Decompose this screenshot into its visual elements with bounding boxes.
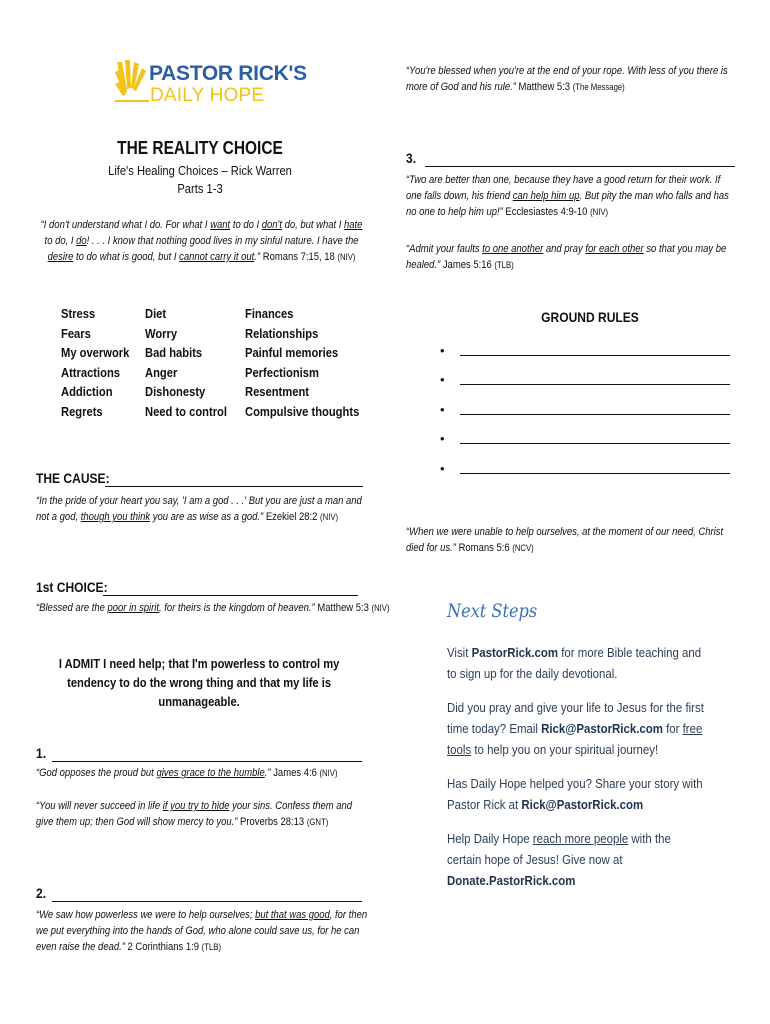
list-item: Regrets — [61, 403, 103, 419]
cause-heading: THE CAUSE: — [36, 470, 110, 486]
email-link[interactable]: Rick@PastorRick.com — [541, 721, 663, 736]
list-item: Attractions — [61, 364, 121, 380]
next-steps — [447, 642, 707, 904]
ground-rule-3 — [440, 402, 740, 422]
ground-rule-1 — [440, 343, 740, 363]
quote-ecclesiastes: “Two are better than one, because they have a good return for their work. If one falls down, his friend can help him up. But pity the man who falls and has no one to help him up!” Ecclesiastes 4:9-10 (NIV) — [406, 174, 729, 218]
list-item: Bad habits — [145, 345, 203, 360]
list-item: Finances — [245, 306, 294, 321]
point-3-blank — [425, 166, 735, 167]
website-link[interactable]: PastorRick.com — [471, 645, 559, 660]
email-link[interactable]: Rick@PastorRick.com — [521, 797, 644, 812]
quote-james-5-16: “Admit your faults to one another and pray for each other so that you may be healed.” James 5:16 (TLB) — [406, 243, 727, 271]
point-1-number: 1. — [36, 745, 47, 761]
cause-blank — [105, 486, 363, 487]
issues-col-2 — [145, 304, 227, 421]
list-item: Need to control — [145, 403, 227, 419]
quote-james-4-6: “God opposes the proud but gives grace to the humble.” James 4:6 (NIV) — [36, 767, 338, 779]
admit-statement: I ADMIT I need help; that I'm powerless to control my tendency to do the wrong thing and that my life is unmanageable. — [58, 656, 340, 709]
next-step-pray: Did you pray and give your life to Jesus for the first time today? Email Rick@PastorRick.com for free tools to help you on your spiritual journey! — [447, 700, 704, 757]
list-item: My overwork — [61, 345, 130, 360]
quote-romans-5-6: “When we were unable to help ourselves, at the moment of our need, Christ died for us.” Romans 5:6 (NCV) — [406, 526, 724, 554]
quote-matthew-message: “You're blessed when you're at the end of your rope. With less of you there is more of God and his rule.” Matthew 5:3 (The Message) — [406, 65, 728, 93]
bullet-icon: • — [440, 431, 445, 446]
logo-line2: DAILY HOPE — [150, 85, 265, 106]
quote-matthew-5-3: “Blessed are the poor in spirit, for theirs is the kingdom of heaven.” Matthew 5:3 (NIV) — [36, 602, 390, 614]
point-1-blank — [52, 761, 362, 762]
donate-link[interactable]: Donate.PastorRick.com — [447, 873, 576, 888]
list-item: Addiction — [61, 384, 113, 399]
quote-2-corinthians-1-9: “We saw how powerless we were to help ourselves; but that was good, for then we put everything into the hands of God, who alone could save us, for he can even raise the dead.” 2 Corinthians 1:9 (TLB) — [36, 909, 368, 953]
point-2-blank — [52, 901, 362, 902]
next-steps-title: Next Steps — [447, 600, 538, 622]
issues-col-1 — [61, 304, 129, 421]
list-item: Resentment — [245, 384, 310, 399]
choice-heading: 1st CHOICE: — [36, 579, 108, 595]
quote-romans-7: “I don't understand what I do. For what I want to do I don't do, but what I hate to do, I do! . . . I know that nothing good lives in my sinful nature. I have the desire to do what is good, but I cannot carry it out.” Romans 7:15, 18 (NIV) — [40, 219, 363, 263]
bullet-icon: • — [440, 402, 445, 417]
ground-rule-5 — [440, 461, 740, 481]
issues-col-3 — [245, 304, 359, 421]
next-step-share: Has Daily Hope helped you? Share your story with Pastor Rick at Rick@PastorRick.com — [447, 776, 703, 812]
subtitle: Life's Healing Choices – Rick Warren — [108, 163, 292, 178]
ground-rule-2 — [440, 372, 740, 392]
point-3-number: 3. — [406, 150, 417, 166]
next-step-visit: Visit PastorRick.com for more Bible teaching and to sign up for the daily devotional. — [447, 645, 702, 681]
next-step-give: Help Daily Hope reach more people with the certain hope of Jesus! Give now at Donate.PastorRick.com — [447, 831, 671, 888]
list-item: Worry — [145, 325, 178, 341]
quote-proverbs-28-13: “You will never succeed in life if you try to hide your sins. Confess them and give them up; then God will show mercy to you.” Proverbs 28:13 (GNT) — [36, 800, 353, 828]
list-item: Relationships — [245, 325, 319, 341]
list-item: Compulsive thoughts — [245, 403, 360, 419]
list-item: Perfectionism — [245, 364, 319, 380]
quote-ezekiel: “In the pride of your heart you say, 'I am a god . . .' But you are just a man and not a god, though you think you are as wise as a god.” Ezekiel 28:2 (NIV) — [36, 495, 362, 523]
list-item: Diet — [145, 306, 167, 321]
ground-rule-4 — [440, 431, 740, 451]
page-title: THE REALITY CHOICE — [117, 138, 283, 158]
bullet-icon: • — [440, 343, 445, 358]
logo-line1: PASTOR RICK'S — [149, 62, 307, 85]
sunburst-logo-icon — [115, 60, 149, 104]
list-item: Dishonesty — [145, 384, 206, 399]
reach-more-link[interactable]: reach more people — [532, 831, 629, 846]
logo — [115, 58, 307, 108]
free-tools-link[interactable]: free tools — [447, 721, 703, 757]
bullet-icon: • — [440, 461, 445, 476]
point-2-number: 2. — [36, 885, 47, 901]
list-item: Painful memories — [245, 345, 339, 360]
list-item: Fears — [61, 325, 91, 341]
bullet-icon: • — [440, 372, 445, 387]
parts: Parts 1-3 — [177, 181, 223, 196]
ground-rules-heading: GROUND RULES — [541, 309, 639, 325]
list-item: Stress — [61, 306, 96, 321]
choice-blank — [103, 595, 358, 596]
list-item: Anger — [145, 364, 178, 380]
